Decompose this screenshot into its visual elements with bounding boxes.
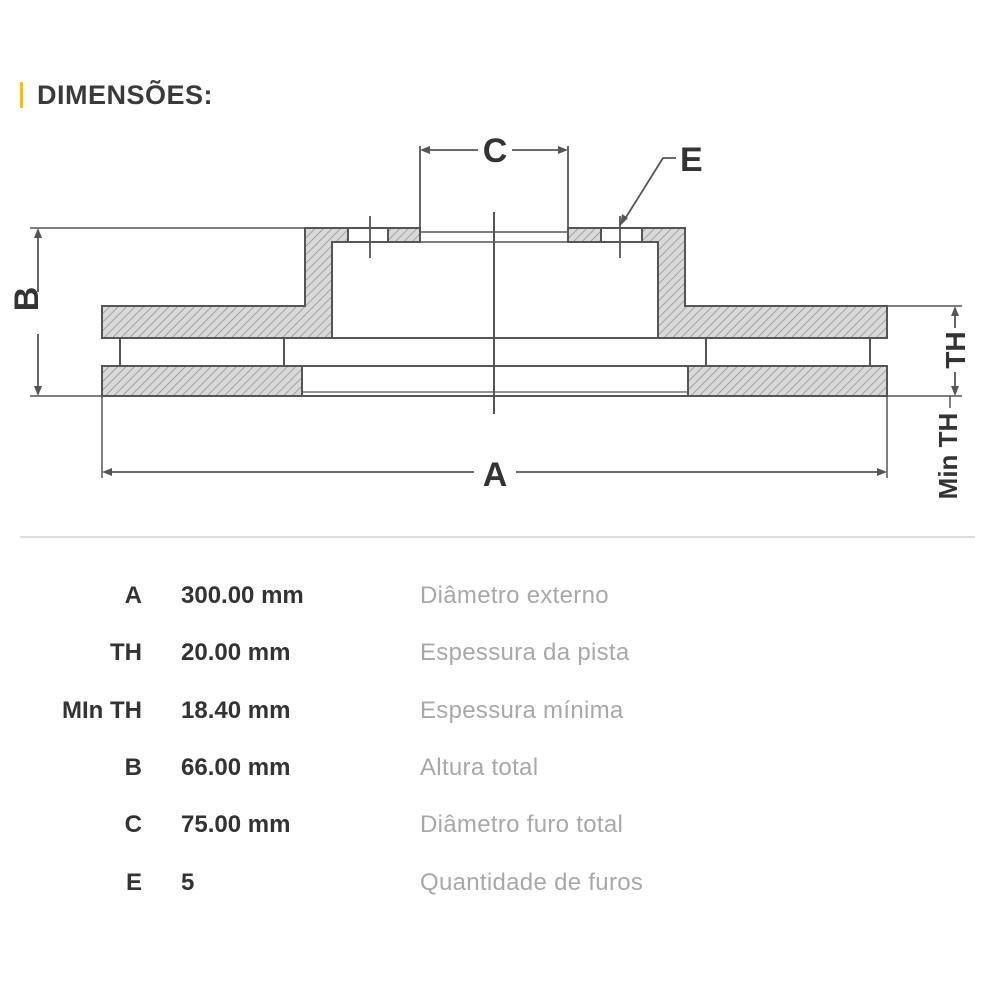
- spec-code: B: [124, 754, 142, 781]
- disc-upper-section-right: [642, 228, 887, 338]
- spec-code: C: [124, 811, 142, 838]
- spec-row-e: [0, 869, 1000, 909]
- spec-code: TH: [110, 639, 142, 666]
- dimension-label-b: B: [8, 286, 46, 312]
- dimension-label-c: C: [482, 132, 508, 170]
- spec-description: Quantidade de furos: [420, 869, 644, 896]
- spec-value: 66.00 mm: [181, 754, 291, 781]
- spec-code: E: [125, 869, 142, 896]
- spec-description: Espessura mínima: [420, 697, 624, 724]
- spec-description: Diâmetro externo: [420, 582, 609, 609]
- spec-description: Espessura da pista: [420, 639, 630, 666]
- dimension-label-th: TH: [940, 331, 971, 369]
- disc-upper-section: [102, 228, 348, 338]
- spec-value: 5: [181, 869, 195, 896]
- disc-lower-plate-left: [102, 366, 302, 396]
- spec-value: 18.40 mm: [181, 697, 291, 724]
- dimension-label-e: E: [680, 141, 703, 179]
- spec-row-min-th: [0, 697, 1000, 737]
- section-divider: [20, 536, 975, 538]
- spec-row-a: [0, 582, 1000, 622]
- spec-value: 300.00 mm: [181, 582, 304, 609]
- spec-description: Altura total: [420, 754, 539, 781]
- spec-code: A: [124, 582, 142, 609]
- spec-code: MIn TH: [62, 697, 142, 724]
- hub-top-right: [568, 228, 601, 242]
- spec-row-c: [0, 811, 1000, 851]
- spec-value: 75.00 mm: [181, 811, 291, 838]
- heading-title: DIMENSÕES:: [37, 79, 214, 110]
- dimension-label-a: A: [482, 456, 508, 494]
- disc-lower-plate-right: [688, 366, 887, 396]
- hub-top-left: [388, 228, 420, 242]
- spec-row-b: [0, 754, 1000, 794]
- dimension-label-min-th: Min TH: [933, 412, 963, 500]
- spec-row-th: [0, 639, 1000, 679]
- spec-description: Diâmetro furo total: [420, 811, 624, 838]
- spec-value: 20.00 mm: [181, 639, 291, 666]
